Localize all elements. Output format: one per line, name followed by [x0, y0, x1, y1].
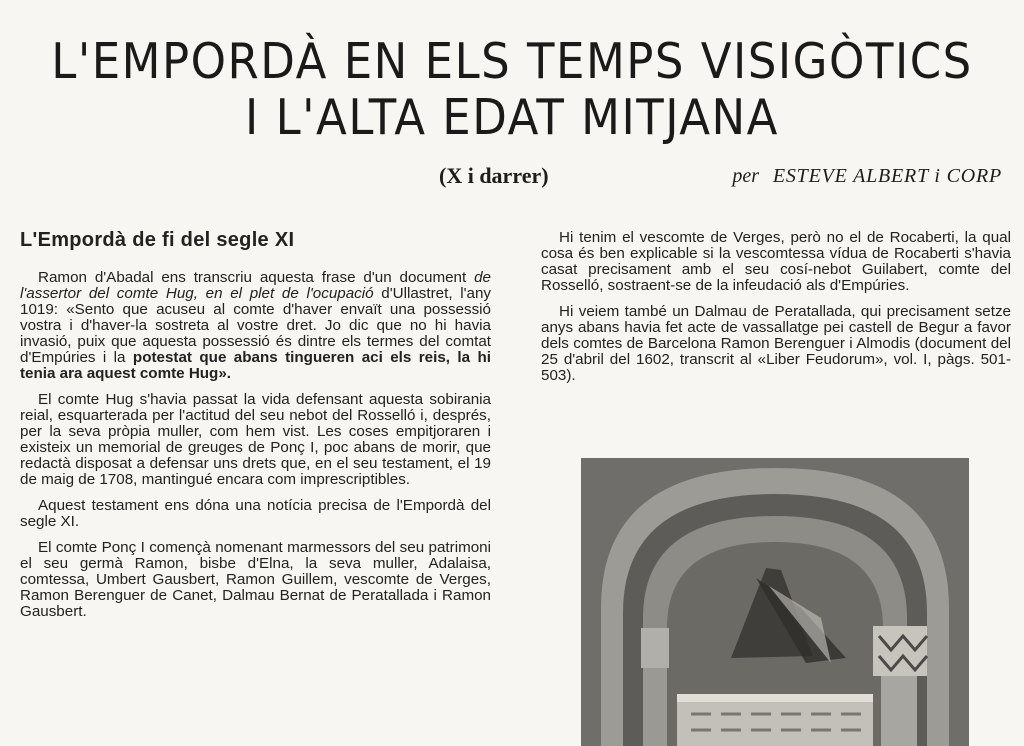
paragraph-4: El comte Ponç I començà nomenant marmessors del seu patrimoni el seu germà Ramon, bisbe d'Elna, la seva muller, Adalaisa, comtessa, Umbert Gausbert, Ramon Guillem, vescomte de Verges, Ramon Berenguer de Canet, Dalmau Bernat de Peratallada i Ramon Gausbert.	[20, 539, 491, 620]
paragraph-1-part-a: Ramon d'Abadal ens transcriu aquesta frase d'un document	[38, 269, 475, 286]
part-label: (X i darrer)	[439, 163, 549, 188]
tomb-photograph	[581, 458, 969, 746]
byline	[732, 165, 1002, 188]
tomb-photograph-image	[581, 458, 969, 746]
paragraph-1-bold: potestat que abans tingueren aci els reis, la hi tenia ara aquest comte Hug».	[20, 349, 491, 382]
paragraph-3: Aquest testament ens dóna una notícia precisa de l'Empordà del segle XI.	[20, 497, 491, 530]
title-line-1: L'EMPORDÀ EN ELS TEMPS VISIGÒTICS	[51, 32, 973, 91]
byline-per: per	[732, 165, 760, 187]
paragraph-1-part-c: d'Ullastret, l'any 1019: «Sento que acuseu al comte d'haver envaït una possessió vostra i d'haver-la sostreta al vostre dret. Jo dic que no hi havia invasió, puix que aquesta possessió és dintre els termes del comtat d'Empúries i la	[20, 285, 491, 366]
paragraph-1	[20, 270, 491, 382]
author-name: ESTEVE ALBERT i CORP	[772, 165, 1002, 187]
subtitle-row	[0, 163, 1024, 193]
paragraph-1-italic: de l'assertor del comte Hug, en el plet de l'ocupació	[20, 269, 491, 302]
paragraph-5: Hi tenim el vescomte de Verges, però no el de Rocaberti, la qual cosa és ben explicable si la vescomtessa vídua de Rocaberti s'havia casat precisament amb el seu cosí-nebot Guilabert, comte del Rosselló, sostraent-se de la infeudació als d'Empúries.	[541, 229, 1011, 294]
section-heading: L'Empordà de fi del segle XI	[20, 229, 295, 251]
title-line-2: I L'ALTA EDAT MITJANA	[245, 88, 779, 147]
paragraph-2: El comte Hug s'havia passat la vida defensant aquesta sobirania reial, esquarterada per l'actitud del seu nebot del Rosselló i, després, per la seva pròpia muller, com hem vist. Les coses empitjoraren i existeix un memorial de greuges de Ponç I, poc abans de morir, que redactà disposat a defensar uns drets que, en el seu testament, el 19 de maig de 1708, mantingué encara com imprescriptibles.	[20, 391, 491, 488]
paragraph-6: Hi veiem també un Dalmau de Peratallada, qui precisament setze anys abans havia fet acte de vassallatge pei castell de Begur a favor dels comtes de Barcelona Ramon Berenguer i Almodis (document del 25 d'abril del 1602, transcrit al «Liber Feudorum», vol. I, pàgs. 501-503).	[541, 303, 1011, 384]
left-column	[20, 228, 491, 630]
article-title	[0, 34, 1024, 146]
right-column	[541, 230, 1011, 394]
